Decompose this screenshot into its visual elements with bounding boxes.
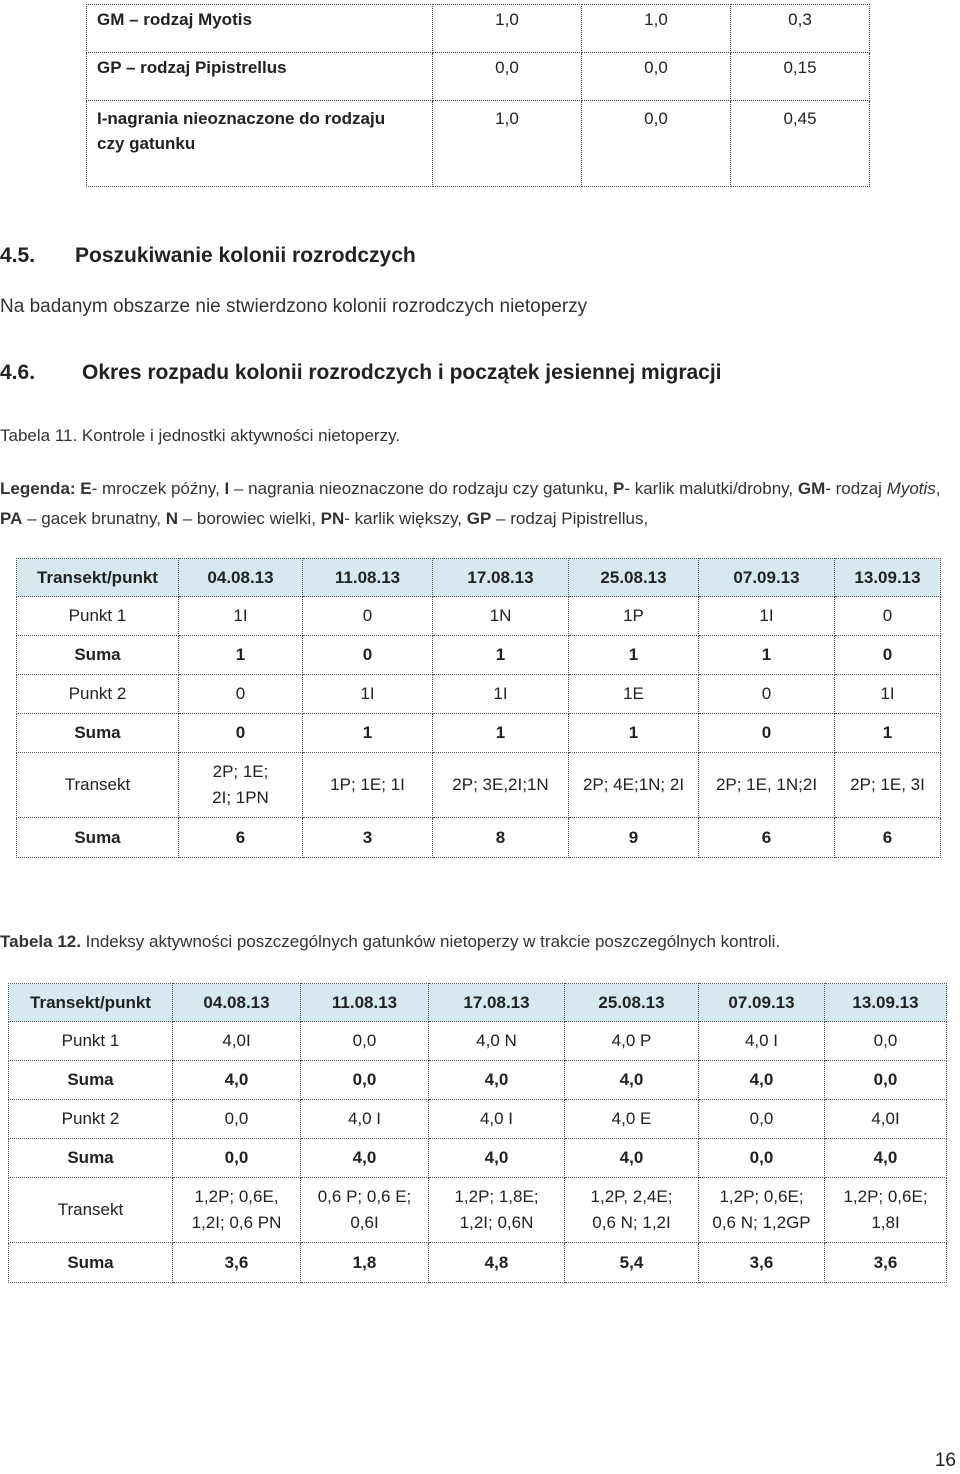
species-name: GP – rodzaj Pipistrellus — [87, 53, 433, 101]
header-cell: 11.08.13 — [301, 984, 429, 1022]
data-cell: 1,2P; 0,6E; 1,8I — [825, 1178, 947, 1243]
table-row — [9, 1100, 947, 1139]
data-cell: 9 — [569, 818, 699, 858]
data-cell: 1 — [569, 636, 699, 675]
legend-text: – borowiec wielki, — [177, 509, 321, 528]
legend-code: GM — [797, 479, 826, 498]
value-cell: 0,0 — [433, 53, 582, 101]
legend-text: - rodzaj — [825, 479, 887, 498]
value-cell: 0,45 — [731, 101, 870, 187]
page-number: 16 — [934, 1450, 956, 1471]
legend-text: - karlik malutki/drobny, — [624, 479, 798, 498]
value-cell: 0,0 — [582, 53, 731, 101]
table-12 — [8, 983, 947, 1283]
legend-text: - karlik większy, — [344, 509, 467, 528]
data-cell: 5,4 — [565, 1243, 699, 1283]
data-cell: 2P; 1E; 2I; 1PN — [179, 753, 303, 818]
header-cell: 04.08.13 — [179, 559, 303, 597]
data-cell: 0,0 — [699, 1139, 825, 1178]
row-label: Suma — [17, 636, 179, 675]
data-cell: 1N — [433, 597, 569, 636]
data-cell: 1I — [835, 675, 941, 714]
header-cell: 07.09.13 — [699, 559, 835, 597]
header-cell: 04.08.13 — [173, 984, 301, 1022]
section-number: 4.5. — [0, 244, 36, 267]
data-cell: 1 — [179, 636, 303, 675]
legend-code: N — [165, 509, 178, 528]
data-cell: 2P; 1E, 1N;2I — [699, 753, 835, 818]
data-cell: 4,0 I — [429, 1100, 565, 1139]
data-cell: 0,0 — [173, 1100, 301, 1139]
data-cell: 3,6 — [173, 1243, 301, 1283]
data-cell: 8 — [433, 818, 569, 858]
row-label: Punkt 1 — [9, 1022, 173, 1061]
species-name-line: czy gatunku — [97, 134, 196, 153]
header-cell: 25.08.13 — [565, 984, 699, 1022]
data-cell: 0,0 — [699, 1100, 825, 1139]
legend-text: - mroczek późny, — [91, 479, 225, 498]
data-cell: 0,0 — [301, 1061, 429, 1100]
header-cell: 25.08.13 — [569, 559, 699, 597]
table-row — [17, 597, 941, 636]
data-cell: 0 — [179, 714, 303, 753]
row-label: Suma — [9, 1139, 173, 1178]
data-cell: 4,0 — [565, 1139, 699, 1178]
data-cell: 1 — [699, 636, 835, 675]
table-row — [17, 818, 941, 858]
data-cell: 1,8 — [301, 1243, 429, 1283]
data-cell: 1E — [569, 675, 699, 714]
legend-code: E — [80, 479, 92, 498]
section-title: Okres rozpadu kolonii rozrodczych i początek jesiennej migracji — [82, 361, 722, 384]
data-cell: 4,0I — [173, 1022, 301, 1061]
data-cell: 4,0 I — [699, 1022, 825, 1061]
section-title: Poszukiwanie kolonii rozrodczych — [75, 244, 416, 267]
row-label: Suma — [9, 1243, 173, 1283]
legend-code: PA — [0, 509, 23, 528]
data-cell: 0 — [699, 714, 835, 753]
data-cell: 1I — [433, 675, 569, 714]
data-cell: 3 — [303, 818, 433, 858]
data-cell: 4,0 — [429, 1139, 565, 1178]
data-cell: 6 — [179, 818, 303, 858]
table-row — [9, 1022, 947, 1061]
data-cell: 1 — [433, 636, 569, 675]
header-cell: Transekt/punkt — [17, 559, 179, 597]
data-cell: 4,0 — [173, 1061, 301, 1100]
table-row — [9, 1243, 947, 1283]
data-cell: 2P; 4E;1N; 2I — [569, 753, 699, 818]
section-number: 4.6. — [0, 361, 36, 384]
table-row — [87, 101, 870, 187]
section-heading-4-5 — [0, 244, 416, 268]
table-row — [87, 53, 870, 101]
data-cell: 1 — [835, 714, 941, 753]
row-label: Suma — [17, 714, 179, 753]
data-cell: 0,0 — [173, 1139, 301, 1178]
data-cell: 1I — [303, 675, 433, 714]
value-cell: 0,0 — [582, 101, 731, 187]
value-cell: 1,0 — [433, 5, 582, 53]
value-cell: 1,0 — [582, 5, 731, 53]
legend-text: – gacek brunatny, — [22, 509, 166, 528]
data-cell: 4,0 E — [565, 1100, 699, 1139]
data-cell: 4,0 N — [429, 1022, 565, 1061]
table-11 — [16, 558, 941, 858]
data-cell: 4,0 P — [565, 1022, 699, 1061]
data-cell: 4,0 — [699, 1061, 825, 1100]
table-caption — [0, 426, 400, 446]
data-cell: 1,2P; 1,8E; 1,2I; 0,6N — [429, 1178, 565, 1243]
row-label: Suma — [17, 818, 179, 858]
row-label: Transekt — [9, 1178, 173, 1243]
caption-label: Tabela 11. — [0, 426, 78, 445]
legend-code: I — [224, 479, 230, 498]
summary-table-continued — [86, 4, 870, 187]
data-cell: 6 — [835, 818, 941, 858]
data-cell: 4,0 — [825, 1139, 947, 1178]
table-row — [9, 1178, 947, 1243]
row-label: Transekt — [17, 753, 179, 818]
data-cell: 0 — [835, 597, 941, 636]
data-cell: 3,6 — [699, 1243, 825, 1283]
caption-label: Tabela 12. — [0, 932, 81, 951]
header-cell: 17.08.13 — [433, 559, 569, 597]
value-cell: 0,15 — [731, 53, 870, 101]
row-label: Suma — [9, 1061, 173, 1100]
section-text: Na badanym obszarze nie stwierdzono kolonii rozrodczych nietoperzy — [0, 296, 588, 317]
legend-text: – nagrania nieoznaczone do rodzaju czy gatunku, — [229, 479, 613, 498]
data-cell: 0,0 — [825, 1061, 947, 1100]
species-name: GM – rodzaj Myotis — [87, 5, 433, 53]
data-cell: 6 — [699, 818, 835, 858]
data-cell: 0,0 — [301, 1022, 429, 1061]
table-row — [87, 5, 870, 53]
legend — [0, 474, 950, 534]
legend-code: GP — [466, 509, 492, 528]
data-cell: 3,6 — [825, 1243, 947, 1283]
value-cell: 1,0 — [433, 101, 582, 187]
table-row — [17, 636, 941, 675]
legend-text: , — [935, 479, 941, 498]
header-cell: 17.08.13 — [429, 984, 565, 1022]
header-cell: 13.09.13 — [835, 559, 941, 597]
data-cell: 0,0 — [825, 1022, 947, 1061]
data-cell: 0 — [179, 675, 303, 714]
table-row — [17, 714, 941, 753]
data-cell: 1I — [179, 597, 303, 636]
table-row — [17, 753, 941, 818]
section-heading-4-6 — [0, 361, 722, 385]
data-cell: 0 — [303, 597, 433, 636]
row-label: Punkt 2 — [17, 675, 179, 714]
data-cell: 4,0 I — [301, 1100, 429, 1139]
legend-code: P — [612, 479, 625, 498]
table-header-row — [9, 984, 947, 1022]
caption-text: Kontrole i jednostki aktywności nietoperzy. — [77, 426, 401, 445]
table-row — [17, 675, 941, 714]
data-cell: 0 — [303, 636, 433, 675]
table-row — [9, 1139, 947, 1178]
data-cell: 1,2P; 0,6E, 1,2I; 0,6 PN — [173, 1178, 301, 1243]
data-cell: 4,0 — [429, 1061, 565, 1100]
data-cell: 0 — [835, 636, 941, 675]
data-cell: 1,2P; 0,6E; 0,6 N; 1,2GP — [699, 1178, 825, 1243]
header-cell: 11.08.13 — [303, 559, 433, 597]
data-cell: 1 — [303, 714, 433, 753]
data-cell: 2P; 3E,2I;1N — [433, 753, 569, 818]
data-cell: 0 — [699, 675, 835, 714]
data-cell: 4,0 — [565, 1061, 699, 1100]
data-cell: 1,2P, 2,4E; 0,6 N; 1,2I — [565, 1178, 699, 1243]
data-cell: 4,8 — [429, 1243, 565, 1283]
caption-text: Indeksy aktywności poszczególnych gatunków nietoperzy w trakcie poszczególnych kontroli. — [80, 932, 781, 951]
data-cell: 1P; 1E; 1I — [303, 753, 433, 818]
header-cell: 07.09.13 — [699, 984, 825, 1022]
table-caption — [0, 932, 780, 952]
data-cell: 1 — [433, 714, 569, 753]
data-cell: 1 — [569, 714, 699, 753]
species-name-line: I-nagrania nieoznaczone do rodzaju — [97, 109, 386, 128]
species-name — [87, 101, 433, 187]
data-cell: 2P; 1E, 3I — [835, 753, 941, 818]
legend-italic: Myotis — [886, 479, 936, 498]
legend-code: PN — [320, 509, 345, 528]
table-row — [9, 1061, 947, 1100]
table-header-row — [17, 559, 941, 597]
data-cell: 1I — [699, 597, 835, 636]
row-label: Punkt 1 — [17, 597, 179, 636]
legend-label: Legenda: — [0, 479, 76, 498]
row-label: Punkt 2 — [9, 1100, 173, 1139]
value-cell: 0,3 — [731, 5, 870, 53]
header-cell: 13.09.13 — [825, 984, 947, 1022]
data-cell: 4,0I — [825, 1100, 947, 1139]
data-cell: 4,0 — [301, 1139, 429, 1178]
data-cell: 0,6 P; 0,6 E; 0,6I — [301, 1178, 429, 1243]
data-cell: 1P — [569, 597, 699, 636]
legend-text: – rodzaj Pipistrellus, — [491, 509, 649, 528]
header-cell: Transekt/punkt — [9, 984, 173, 1022]
